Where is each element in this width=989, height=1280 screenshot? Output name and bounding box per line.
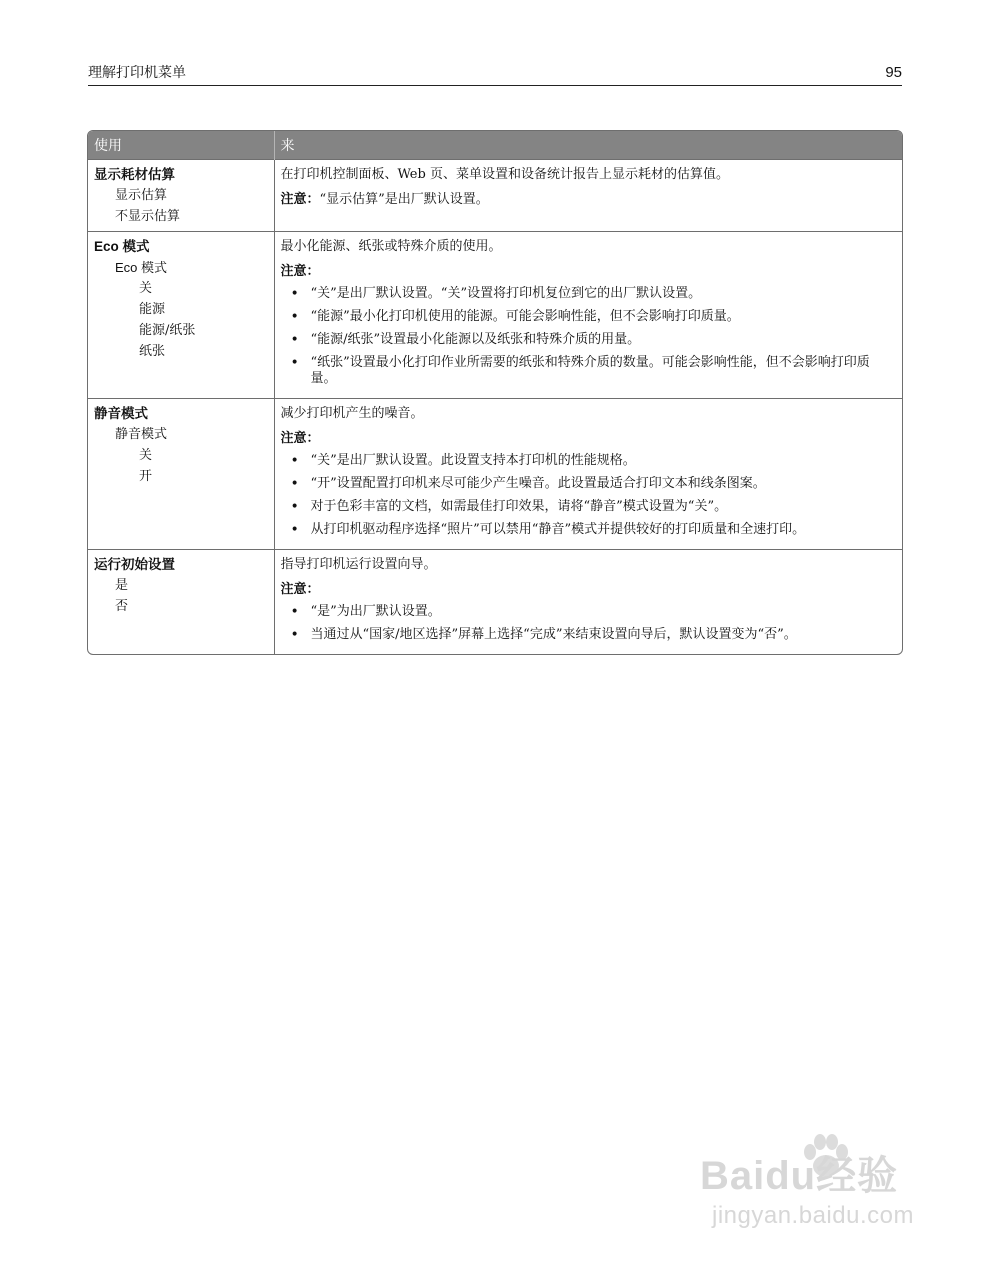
table-row	[88, 159, 902, 231]
description-cell	[274, 398, 902, 549]
table-row	[88, 231, 902, 398]
description-text: 最小化能源、纸张或特殊介质的使用。	[280, 238, 502, 254]
list-item: • “关”是出厂默认设置。“关”设置将打印机复位到它的出厂默认设置。	[281, 286, 895, 302]
column-header-purpose: 来	[274, 131, 902, 159]
menu-option: 否	[115, 598, 129, 614]
note-label: 注意：	[280, 263, 320, 279]
list-item: • “是”为出厂默认设置。	[281, 604, 895, 620]
description-cell	[274, 159, 902, 231]
menu-option: 显示估算	[115, 187, 168, 203]
baidu-watermark	[690, 1130, 940, 1250]
page-number: 95	[885, 64, 902, 81]
list-item: • “关”是出厂默认设置。此设置支持本打印机的性能规格。	[281, 453, 895, 469]
page-header	[88, 64, 902, 86]
watermark-url: jingyan.baidu.com	[712, 1202, 914, 1229]
note-label: 注意：	[280, 430, 320, 446]
menu-item-cell	[88, 398, 274, 549]
description-text: 减少打印机产生的噪音。	[280, 405, 424, 421]
menu-item-title: 显示耗材估算	[94, 166, 175, 182]
menu-option: 能源/纸张	[139, 322, 196, 338]
note-label: 注意：	[280, 581, 320, 597]
description-cell	[274, 549, 902, 654]
column-header-use: 使用	[88, 131, 274, 159]
menu-option: Eco 模式	[115, 259, 168, 275]
menu-option: 开	[139, 468, 153, 484]
list-item: • 对于色彩丰富的文档，如需最佳打印效果，请将“静音”模式设置为“关”。	[281, 499, 895, 515]
menu-item-cell	[88, 549, 274, 654]
menu-option: 静音模式	[115, 426, 168, 442]
list-item: • “开”设置配置打印机来尽可能少产生噪音。此设置最适合打印文本和线条图案。	[281, 476, 895, 492]
table-row	[88, 549, 902, 654]
section-title: 理解打印机菜单	[88, 65, 186, 81]
list-item: • “能源”最小化打印机使用的能源。可能会影响性能，但不会影响打印质量。	[281, 309, 895, 325]
list-item: • “纸张”设置最小化打印作业所需要的纸张和特殊介质的数量。可能会影响性能，但不会影响打印质量。	[281, 355, 895, 387]
description-text: 指导打印机运行设置向导。	[280, 556, 437, 572]
description-text: 在打印机控制面板、Web 页、菜单设置和设备统计报告上显示耗材的估算值。	[280, 166, 729, 182]
menu-item-cell	[88, 159, 274, 231]
menu-option: 关	[139, 447, 153, 463]
note-text: “显示估算”是出厂默认设置。	[319, 191, 489, 207]
note-bullet-list	[281, 286, 895, 387]
menu-item-title: Eco 模式	[94, 238, 150, 254]
note-bullet-list	[281, 453, 895, 538]
menu-option: 能源	[139, 301, 166, 317]
menu-option: 关	[139, 280, 153, 296]
menu-option: 纸张	[139, 343, 166, 359]
note	[281, 189, 895, 210]
note	[281, 428, 895, 449]
menu-table	[87, 130, 903, 655]
note-label: 注意：	[280, 191, 320, 207]
note	[281, 261, 895, 282]
menu-item-title: 静音模式	[94, 405, 148, 421]
description-cell	[274, 231, 902, 398]
menu-item-cell	[88, 231, 274, 398]
note-bullet-list	[281, 604, 895, 643]
watermark-logo-text: Baidu经验	[700, 1154, 899, 1198]
note	[281, 579, 895, 600]
menu-option: 不显示估算	[115, 208, 181, 224]
list-item: • “能源/纸张”设置最小化能源以及纸张和特殊介质的用量。	[281, 332, 895, 348]
menu-option: 是	[115, 577, 129, 593]
list-item: • 当通过从“国家/地区选择”屏幕上选择“完成”来结束设置向导后，默认设置变为“否”。	[281, 627, 895, 643]
table-header-row	[88, 131, 902, 159]
list-item: • 从打印机驱动程序选择“照片”可以禁用“静音”模式并提供较好的打印质量和全速打印。	[281, 522, 895, 538]
table-row	[88, 398, 902, 549]
menu-item-title: 运行初始设置	[94, 556, 175, 572]
